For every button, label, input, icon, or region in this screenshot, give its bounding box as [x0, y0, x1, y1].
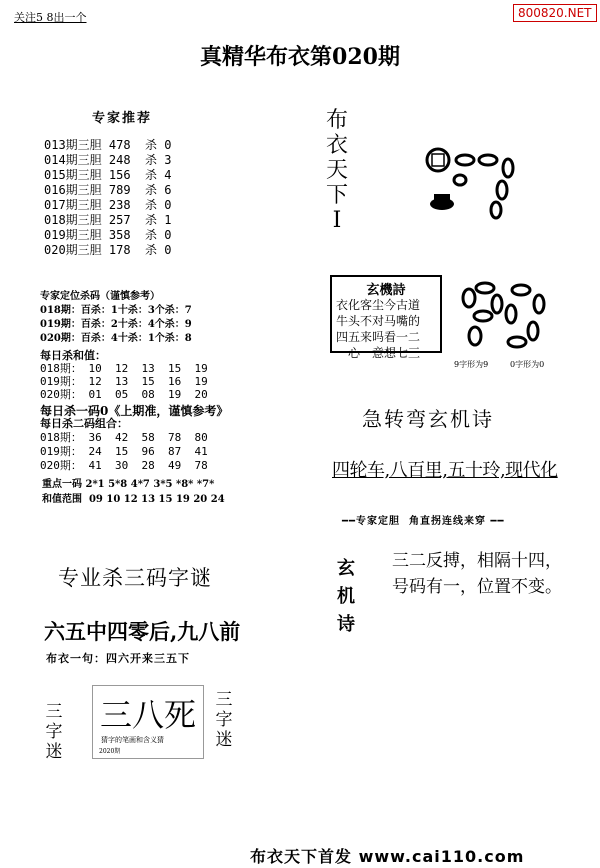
buyi-vertical-title: 布衣天下I [325, 108, 348, 233]
position-kill-row: 018期：百杀：1十杀：3个杀：7 [40, 305, 192, 316]
zero-shape-label: 0字形为0 [510, 360, 545, 369]
expert-row: 020期三胆 178 杀 0 [44, 243, 172, 257]
ingot-top-icon [434, 194, 450, 201]
focus-code-row: 重点一码 2*1 5*8 4*7 3*5 *8* *7* [42, 479, 215, 490]
expert-row: 019期三胆 358 杀 0 [44, 228, 172, 242]
coin-hole-icon [432, 154, 444, 166]
sanzimi-right: 三字迷 [215, 690, 233, 750]
bead-icon [491, 202, 501, 218]
nine-zero-shape-image [455, 276, 555, 356]
expert-row: 014期三胆 248 杀 3 [44, 153, 172, 167]
sum-kill-row: 020期： 01 05 08 19 20 [40, 388, 208, 401]
two-code-title: 每日杀二码组合： [40, 417, 128, 430]
poem-line: 一心一意想七三 [336, 346, 421, 360]
riddle-line: 六五中四零后,九八前 [44, 619, 241, 644]
bead-icon [456, 155, 474, 165]
ingot-icon [454, 175, 466, 185]
xuanji-line: 号码有一，位置不变。 [392, 577, 562, 597]
expert-row: 015期三胆 156 杀 4 [44, 168, 172, 182]
two-code-block [40, 417, 208, 473]
poem-line: 四五来吗看一二 [336, 330, 421, 344]
footer: 布衣天下首发 www.cai110.com [250, 847, 525, 866]
expert-row: 018期三胆 257 杀 1 [44, 213, 172, 227]
big-riddle-code: 2020期 [99, 748, 121, 755]
expert-position-line: ━━专家定胆 角直拐连线来穿 ━━ [342, 516, 505, 527]
page-title: 真精华布衣第020期 [200, 44, 400, 70]
poem-line: 衣化客尘今古道 [336, 298, 421, 312]
position-kill-row: 019期：百杀：2十杀：4个杀：9 [40, 319, 192, 330]
one-code-line: 每日杀一码0《上期准，谨慎参考》 [40, 404, 229, 418]
sum-kill-row: 018期： 10 12 13 15 19 [40, 362, 208, 375]
poem-lines [336, 297, 420, 361]
coin-icon [427, 149, 449, 171]
nine-shape-label: 9字形为9 [454, 360, 489, 369]
bead-icon [503, 159, 513, 177]
kill3-title: 专业杀三码字谜 [58, 566, 212, 590]
site-badge: 800820.NET [513, 4, 597, 22]
poem-line: 牛头不对马嘴的 [336, 314, 421, 328]
sum-kill-row: 019期： 12 13 15 16 19 [40, 375, 208, 388]
position-kill-block [40, 290, 192, 346]
bead-icon [506, 305, 516, 323]
bead-icon [497, 181, 507, 199]
bead-icon [508, 337, 526, 347]
coin-puzzle-image [420, 140, 528, 220]
corner-note: 关注5 8出一个 [14, 11, 87, 24]
sum-range-row: 和值范围 09 10 12 13 15 19 20 24 [42, 494, 225, 505]
sum-kill-title: 每日杀和值： [40, 349, 106, 362]
big-riddle-box [92, 685, 204, 759]
jizhuan-title: 急转弯玄机诗 [362, 407, 494, 431]
expert-row: 016期三胆 789 杀 6 [44, 183, 172, 197]
jizhuan-line: 四轮车,八百里,五十玲,现代化 [332, 460, 558, 481]
bead-icon [512, 285, 530, 295]
xuanji-vertical-title: 玄机诗 [337, 558, 355, 635]
sanzimi-left: 三字迷 [45, 702, 63, 762]
poem-title: 玄機詩 [366, 283, 406, 298]
xuanji-line: 三二反搏，相隔十四， [392, 551, 562, 571]
two-code-row: 018期： 36 42 58 78 80 [40, 431, 208, 444]
expert-row: 017期三胆 238 杀 0 [44, 198, 172, 212]
xuanji-poem [392, 548, 562, 600]
bead-icon [528, 322, 538, 340]
bead-icon [534, 295, 544, 313]
two-code-row: 020期： 41 30 28 49 78 [40, 459, 208, 472]
sum-kill-block [40, 349, 208, 401]
big-riddle-hint: 猜字的笔画和含义猜 [101, 736, 164, 744]
buyi-line: 布衣一句：四六开来三五下 [46, 652, 190, 665]
bead-icon [479, 155, 497, 165]
bead-icon [492, 295, 502, 313]
poem-box [330, 275, 442, 360]
bead-icon [469, 327, 481, 345]
two-code-row: 019期： 24 15 96 87 41 [40, 445, 208, 458]
position-kill-title: 专家定位杀码（谨慎参考） [40, 291, 160, 302]
expert-title: 专家推荐 [92, 111, 153, 126]
position-kill-row: 020期：百杀：4十杀：1个杀：8 [40, 333, 192, 344]
bead-icon [463, 289, 475, 307]
bead-icon [476, 283, 494, 293]
bead-icon [474, 311, 492, 321]
expert-list [44, 138, 171, 258]
big-riddle-text: 三八死 [99, 696, 196, 734]
expert-row: 013期三胆 478 杀 0 [44, 138, 172, 152]
